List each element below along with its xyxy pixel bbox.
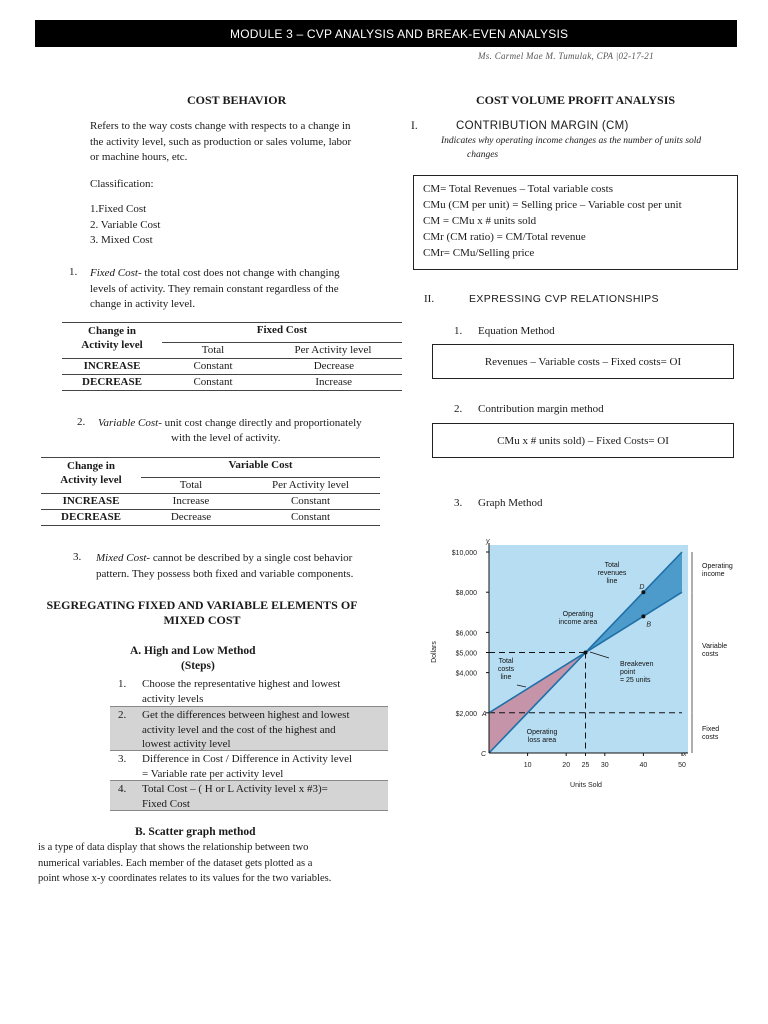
definition-line: Refers to the way costs change with respects to a change in bbox=[90, 120, 351, 132]
cm-method-box bbox=[432, 423, 734, 458]
fixed-table-sub-total: Total bbox=[201, 344, 225, 356]
point-letter-d: D bbox=[639, 584, 645, 592]
formula-line: CM= Total Revenues – Total variable costs bbox=[423, 183, 614, 195]
step-text: = Variable rate per activity level bbox=[142, 767, 284, 780]
fixed-table-group-header: Fixed Cost bbox=[256, 324, 308, 336]
variable-costs-label: Variable bbox=[702, 643, 728, 650]
variable-cost-text: with the level of activity. bbox=[171, 432, 281, 444]
equation-formula: Revenues – Variable costs – Fixed costs= OI bbox=[484, 355, 682, 368]
table-cell: DECREASE bbox=[61, 511, 121, 523]
total-revenues-annotation: line bbox=[606, 578, 618, 585]
class-item: 1.Fixed Cost bbox=[90, 203, 147, 215]
section1-subtitle: Indicates why operating income changes as the number of units sold bbox=[441, 136, 702, 146]
mixed-cost-text: pattern. They possess both fixed and variable components. bbox=[96, 567, 354, 580]
operating-loss-annotation: loss area bbox=[527, 737, 557, 744]
y-tick-label: $4,000 bbox=[455, 670, 477, 678]
fixed-cost-text: change in activity level. bbox=[90, 298, 196, 310]
step-text: activity level and the cost of the highest and bbox=[142, 723, 336, 736]
total-revenues-annotation: Total bbox=[604, 562, 620, 569]
method-number: 3. bbox=[454, 497, 463, 509]
section1-title: CONTRIBUTION MARGIN (CM) bbox=[456, 120, 629, 132]
table-cell: Constant bbox=[193, 360, 233, 372]
x-tick-label: 25 bbox=[581, 762, 590, 769]
point-letter-a: A bbox=[482, 710, 487, 718]
author-line: Ms. Carmel Mae M. Tumulak, CPA |02-17-21 bbox=[478, 51, 654, 61]
step-item bbox=[110, 780, 388, 811]
method-number: 1. bbox=[454, 325, 463, 337]
module-title-banner bbox=[35, 20, 737, 47]
step-text: Get the differences between highest and lowest bbox=[142, 709, 350, 721]
class-item: 2. Variable Cost bbox=[90, 218, 161, 231]
x-axis-letter: x bbox=[683, 751, 687, 758]
point-letter-b: B bbox=[646, 621, 652, 629]
step-number: 1. bbox=[118, 678, 127, 690]
table-cell: Decrease bbox=[313, 360, 354, 372]
table-cell: INCREASE bbox=[83, 360, 141, 372]
step-number: 2. bbox=[118, 709, 127, 721]
cvp-graph bbox=[412, 535, 752, 795]
step-item bbox=[110, 676, 388, 706]
classification-label: Classification: bbox=[90, 178, 154, 190]
table-cell: DECREASE bbox=[82, 376, 142, 388]
y-tick-label: $6,000 bbox=[455, 630, 477, 638]
table-cell: Increase bbox=[172, 495, 210, 507]
variable-table-group-header: Variable Cost bbox=[228, 459, 293, 471]
formula-line: CMu (CM per unit) = Selling price – Variable cost per unit bbox=[423, 199, 682, 211]
x-tick-label: 20 bbox=[562, 762, 571, 769]
x-tick-label: 30 bbox=[600, 762, 609, 769]
y-tick-label: $5,000 bbox=[455, 650, 477, 658]
fixed-table-sub-per: Per Activity level bbox=[294, 344, 372, 356]
title-line: MIXED COST bbox=[163, 613, 241, 627]
variable-table-col1-header bbox=[41, 459, 141, 487]
y-axis-letter: y bbox=[486, 538, 490, 545]
equation-method-box bbox=[432, 344, 734, 379]
cvp-title: COST VOLUME PROFIT ANALYSIS bbox=[476, 93, 676, 107]
breakeven-annotation: Breakeven bbox=[620, 661, 654, 668]
definition-line: the activity level, such as production or sales volume, labor bbox=[90, 135, 352, 148]
section2-number: II. bbox=[424, 293, 435, 305]
cost-behavior-title: COST BEHAVIOR bbox=[187, 93, 287, 107]
formula-line: CM = CMu x # units sold bbox=[423, 215, 537, 227]
step-item bbox=[110, 706, 388, 751]
y-tick-label: $10,000 bbox=[451, 550, 477, 557]
fixed-costs-label: Fixed bbox=[702, 726, 720, 733]
variable-cost-text: - unit cost change directly and proportionately bbox=[158, 417, 362, 429]
table-cell: Constant bbox=[290, 495, 331, 507]
method-label: Contribution margin method bbox=[478, 403, 604, 415]
mixed-cost-text: - cannot be described by a single cost behavior bbox=[146, 552, 353, 564]
variable-cost-term: Variable Cost bbox=[98, 417, 159, 429]
step-text: Choose the representative highest and lowest bbox=[142, 678, 341, 690]
header-text: Activity level bbox=[81, 339, 143, 351]
definition-line: or machine hours, etc. bbox=[90, 151, 188, 163]
mixed-cost-term: Mixed Cost bbox=[96, 552, 147, 564]
table-cell: Constant bbox=[290, 511, 331, 523]
mixed-cost-number: 3. bbox=[73, 551, 82, 563]
table-cell: Constant bbox=[193, 376, 233, 388]
scatter-line: numerical variables. Each member of the dataset gets plotted as a bbox=[38, 857, 313, 869]
section1-number: I. bbox=[411, 120, 418, 132]
x-tick-label: 40 bbox=[639, 762, 648, 769]
fixed-costs-label: costs bbox=[702, 734, 719, 741]
y-tick-label: $8,000 bbox=[455, 590, 477, 598]
scatter-line: is a type of data display that shows the relationship between two bbox=[38, 842, 309, 853]
method-number: 2. bbox=[454, 403, 463, 415]
classification-list bbox=[90, 202, 160, 249]
operating-income-annotation: income area bbox=[558, 619, 598, 626]
breakeven-annotation: point bbox=[620, 669, 636, 676]
header-text: Activity level bbox=[60, 474, 122, 486]
x-axis-label: Units Sold bbox=[570, 782, 602, 789]
total-costs-annotation: costs bbox=[497, 666, 515, 673]
operating-income-label: Operating bbox=[702, 563, 733, 570]
fixed-cost-table bbox=[62, 322, 402, 391]
breakeven-annotation: = 25 units bbox=[620, 677, 651, 684]
data-point bbox=[641, 614, 645, 618]
total-costs-annotation: line bbox=[500, 674, 512, 681]
formula-line: CMr= CMu/Selling price bbox=[423, 247, 535, 259]
header-text: Change in bbox=[67, 460, 115, 472]
step-text: lowest activity level bbox=[142, 738, 231, 750]
method-label: Graph Method bbox=[478, 497, 543, 509]
scatter-line: point whose x-y coordinates relates to its values for the two variables. bbox=[38, 873, 332, 884]
header-text: Change in bbox=[88, 325, 136, 337]
total-revenues-annotation: revenues bbox=[597, 570, 627, 577]
step-number: 4. bbox=[118, 783, 127, 795]
variable-table-sub-total: Total bbox=[179, 479, 203, 491]
total-costs-annotation: Total bbox=[498, 658, 514, 665]
operating-income-label: income bbox=[702, 571, 725, 578]
fixed-cost-number: 1. bbox=[69, 266, 78, 278]
cm-formula: CMu x # units sold) – Fixed Costs= OI bbox=[497, 434, 669, 447]
segregating-title bbox=[36, 598, 368, 628]
table-cell: Decrease bbox=[170, 511, 212, 523]
fixed-cost-term: Fixed Cost bbox=[90, 267, 138, 279]
high-low-subtitle: (Steps) bbox=[181, 660, 215, 672]
breakeven-point bbox=[584, 651, 588, 655]
step-text: activity levels bbox=[142, 692, 204, 705]
variable-cost-description bbox=[98, 416, 398, 432]
step-text: Difference in Cost / Difference in Activity level bbox=[142, 753, 353, 765]
variable-table-sub-per: Per Activity level bbox=[272, 479, 349, 491]
fixed-cost-description bbox=[90, 266, 380, 313]
scatter-title: B. Scatter graph method bbox=[135, 826, 256, 838]
table-cell: INCREASE bbox=[62, 495, 120, 507]
module-title: MODULE 3 – CVP ANALYSIS AND BREAK-EVEN ANALYSIS bbox=[230, 26, 569, 41]
mixed-cost-description bbox=[96, 551, 396, 582]
scatter-description bbox=[38, 840, 398, 887]
section2-title: EXPRESSING CVP RELATIONSHIPS bbox=[469, 293, 659, 305]
cm-formulas-box bbox=[413, 175, 738, 270]
fixed-cost-text: - the total cost does not change with changing bbox=[137, 267, 340, 279]
cost-behavior-definition bbox=[90, 119, 390, 166]
formula-line: CMr (CM ratio) = CM/Total revenue bbox=[423, 231, 586, 243]
fixed-cost-text: levels of activity. They remain constant regardless of the bbox=[90, 282, 339, 295]
variable-cost-number: 2. bbox=[77, 416, 86, 428]
table-cell: Increase bbox=[315, 376, 352, 388]
class-item: 3. Mixed Cost bbox=[90, 234, 153, 246]
fixed-table-col1-header bbox=[62, 324, 162, 352]
point-letter-c: C bbox=[481, 751, 487, 758]
section1-subtitle: changes bbox=[467, 150, 499, 160]
step-item bbox=[110, 751, 388, 780]
variable-cost-table bbox=[41, 457, 380, 526]
step-text: Fixed Cost bbox=[142, 797, 190, 810]
operating-income-annotation: Operating bbox=[562, 611, 594, 618]
operating-loss-annotation: Operating bbox=[526, 729, 558, 736]
y-axis-label: Dollars bbox=[431, 641, 438, 663]
title-line: SEGREGATING FIXED AND VARIABLE ELEMENTS OF bbox=[46, 598, 358, 612]
x-tick-label: 10 bbox=[523, 762, 532, 769]
y-tick-label: $2,000 bbox=[455, 710, 477, 718]
variable-costs-label: costs bbox=[702, 651, 719, 658]
step-number: 3. bbox=[118, 753, 127, 765]
step-text: Total Cost – ( H or L Activity level x #3)= bbox=[142, 783, 328, 795]
x-tick-label: 50 bbox=[678, 762, 686, 769]
high-low-title: A. High and Low Method bbox=[130, 645, 256, 657]
method-label: Equation Method bbox=[478, 325, 555, 337]
